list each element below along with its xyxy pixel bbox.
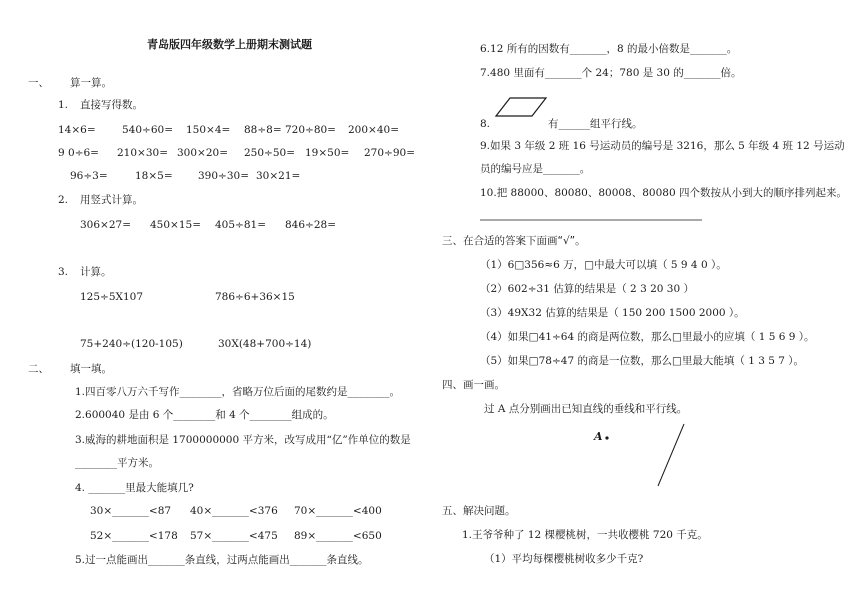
fill-question-9-cont: 员的编号应是_______。	[480, 163, 591, 175]
choice-4: （4）如果□41÷64 的商是两位数，那么□里最小的应填（ 1 5 6 9 ）。	[480, 331, 815, 343]
fill-question-3-cont: ________平方米。	[75, 457, 159, 469]
inequality: 70×_______<400	[294, 505, 382, 517]
vertical-calc: 846÷28=	[285, 219, 336, 231]
choice-1: （1）6□356≈6 万，□中最大可以填（ 5 9 4 0 ）。	[480, 259, 727, 271]
q3-number: 3.	[58, 266, 69, 278]
choice-3: （3）49X32 估算的结果是（ 150 200 1500 2000 ）。	[480, 307, 745, 319]
mental-calc: 9 0÷6=	[58, 147, 99, 159]
mental-calc: 88÷8= 720÷80=	[244, 124, 336, 136]
mental-calc: 18×5=	[135, 170, 173, 182]
drawing-instruction: 过 A 点分别画出已知直线的垂线和平行线。	[484, 403, 688, 415]
vertical-calc: 306×27=	[80, 219, 131, 231]
inequality: 30×_______<87	[90, 505, 172, 517]
choice-5: （5）如果□78÷47 的商是一位数，那么□里最大能填（ 1 3 5 7 ）。	[480, 355, 805, 367]
fill-question-5: 5.过一点能画出_______条直线，过两点能画出_______条直线。	[75, 554, 369, 566]
q1-label: 直接写得数。	[80, 99, 143, 111]
inequality: 57×_______<475	[190, 530, 278, 542]
section-1-number: 一、	[28, 77, 49, 89]
fill-question-2: 2.600040 是由 6 个________和 4 个________组成的。	[75, 409, 334, 421]
section-4-title: 四、画一画。	[442, 379, 505, 391]
mental-calc: 200×40=	[348, 124, 399, 136]
mental-calc: 300×20=	[177, 147, 228, 159]
parallelogram-figure	[496, 98, 546, 116]
fill-question-7: 7.480 里面有_______个 24；780 是 30 的_______倍。	[480, 67, 742, 79]
problem-1: 1.王爷爷种了 12 棵樱桃树，一共收樱桃 720 千克。	[462, 529, 708, 541]
fill-question-8-number: 8.	[480, 118, 491, 130]
mental-calc: 30×21=	[256, 170, 301, 182]
fill-question-4: 4. _______里最大能填几?	[75, 482, 194, 494]
fill-question-9: 9.如果 3 年级 2 班 16 号运动员的编号是 3216，那么 5 年级 4 班 12 号运动	[480, 140, 845, 152]
mental-calc: 270÷90=	[364, 147, 415, 159]
mental-calc: 19×50=	[305, 147, 350, 159]
section-3-title: 三、在合适的答案下面画“√”。	[442, 235, 586, 247]
mixed-calc: 786÷6+36×15	[215, 291, 295, 303]
problem-1-question: （1）平均每棵樱桃树收多少千克?	[484, 553, 644, 565]
page-title: 青岛版四年级数学上册期末测试题	[147, 38, 312, 51]
mental-calc: 390÷30=	[198, 170, 249, 182]
section-2-title: 填一填。	[70, 363, 112, 375]
point-a-dot	[605, 436, 608, 439]
inequality: 52×_______<178	[90, 530, 178, 542]
mental-calc: 150×4=	[186, 124, 231, 136]
mental-calc: 14×6=	[58, 124, 96, 136]
fill-question-10: 10.把 88000、80080、80008、80080 四个数按从小到大的顺序排列起来。	[480, 187, 847, 199]
fill-question-6: 6.12 所有的因数有_______，8 的最小倍数是_______。	[480, 43, 738, 55]
fill-question-1: 1.四百零八万六千写作________，省略万位后面的尾数约是________。	[75, 386, 401, 398]
q2-number: 2.	[58, 194, 69, 206]
fill-question-3: 3.威海的耕地面积是 1700000000 平方米，改写成用“亿”作单位的数是	[75, 434, 411, 446]
q1-number: 1.	[58, 99, 69, 111]
section-1-title: 算一算。	[70, 77, 112, 89]
vertical-calc: 405÷81=	[215, 219, 266, 231]
inequality: 40×_______<376	[190, 505, 278, 517]
section-5-title: 五、解决问题。	[442, 505, 516, 517]
fill-question-8: 有______组平行线。	[548, 118, 643, 130]
mental-calc: 96÷3=	[70, 170, 108, 182]
inequality: 89×_______<650	[294, 530, 382, 542]
mental-calc: 540÷60=	[122, 124, 173, 136]
choice-2: （2）602÷31 估算的结果是（ 2 3 20 30 ）	[480, 283, 694, 295]
mixed-calc: 30X(48+700÷14)	[218, 338, 312, 350]
mental-calc: 250÷50=	[244, 147, 295, 159]
q3-label: 计算。	[80, 266, 112, 278]
section-2-number: 二、	[28, 363, 49, 375]
q2-label: 用竖式计算。	[80, 194, 143, 206]
point-a-label: A	[594, 430, 603, 443]
given-line	[658, 424, 684, 486]
mixed-calc: 125÷5X107	[80, 291, 144, 303]
mixed-calc: 75+240÷(120-105)	[80, 338, 183, 350]
mental-calc: 210×30=	[117, 147, 168, 159]
vertical-calc: 450×15=	[150, 219, 201, 231]
